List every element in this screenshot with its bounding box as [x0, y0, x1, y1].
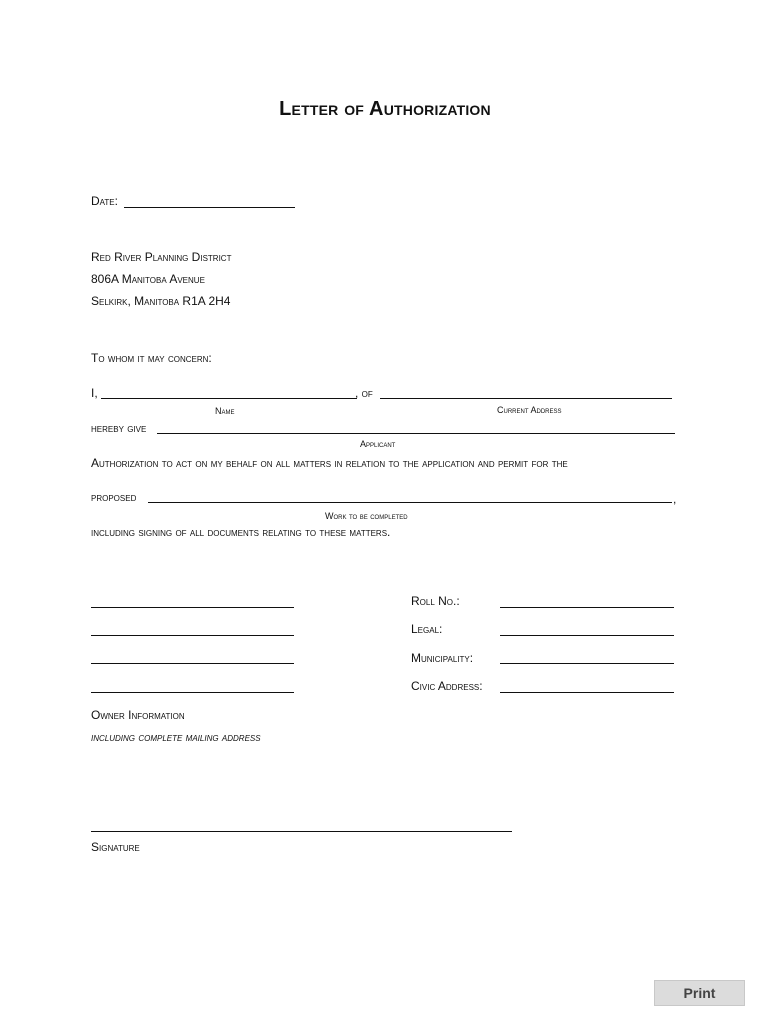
signature-label: Signature [91, 840, 140, 854]
proposed-label: proposed [91, 490, 137, 504]
municipality-field-line[interactable] [500, 663, 674, 664]
recipient-line-3: Selkirk, Manitoba R1A 2H4 [91, 294, 231, 308]
municipality-label: Municipality: [411, 651, 474, 665]
roll-no-label: Roll No.: [411, 594, 460, 608]
civic-address-label: Civic Address: [411, 679, 483, 693]
authorization-text: Authorization to act on my behalf on all matters in relation to the application and permit for the [91, 456, 568, 470]
document-title: Letter of Authorization [279, 98, 491, 120]
owner-info-line-1[interactable] [91, 607, 294, 608]
row-i-prefix: I, [91, 386, 98, 400]
current-address-field-line[interactable] [380, 398, 672, 399]
owner-info-line-3[interactable] [91, 663, 294, 664]
roll-no-field-line[interactable] [500, 607, 674, 608]
salutation: To whom it may concern: [91, 351, 212, 365]
recipient-line-1: Red River Planning District [91, 250, 232, 264]
date-field-line[interactable] [124, 207, 295, 208]
recipient-line-2: 806A Manitoba Avenue [91, 272, 205, 286]
including-text: including signing of all documents relating to these matters. [91, 525, 391, 539]
owner-info-label: Owner Information [91, 708, 185, 722]
hereby-give-label: hereby give [91, 421, 147, 435]
owner-info-sublabel: including complete mailing address [91, 730, 261, 744]
name-field-line[interactable] [101, 398, 357, 399]
proposed-comma: , [673, 492, 677, 506]
owner-info-line-4[interactable] [91, 692, 294, 693]
legal-field-line[interactable] [500, 635, 674, 636]
applicant-field-line[interactable] [157, 433, 675, 434]
work-field-line[interactable] [148, 502, 672, 503]
civic-address-field-line[interactable] [500, 692, 674, 693]
caption-work: Work to be completed [325, 511, 408, 521]
caption-name: Name [215, 406, 235, 416]
print-button[interactable]: Print [654, 980, 745, 1006]
row-i-of: , of [355, 386, 373, 400]
legal-label: Legal: [411, 622, 443, 636]
caption-applicant: Applicant [360, 439, 396, 449]
signature-field-line[interactable] [91, 831, 512, 832]
owner-info-line-2[interactable] [91, 635, 294, 636]
caption-current-address: Current Address [497, 405, 562, 415]
date-label: Date: [91, 194, 118, 208]
